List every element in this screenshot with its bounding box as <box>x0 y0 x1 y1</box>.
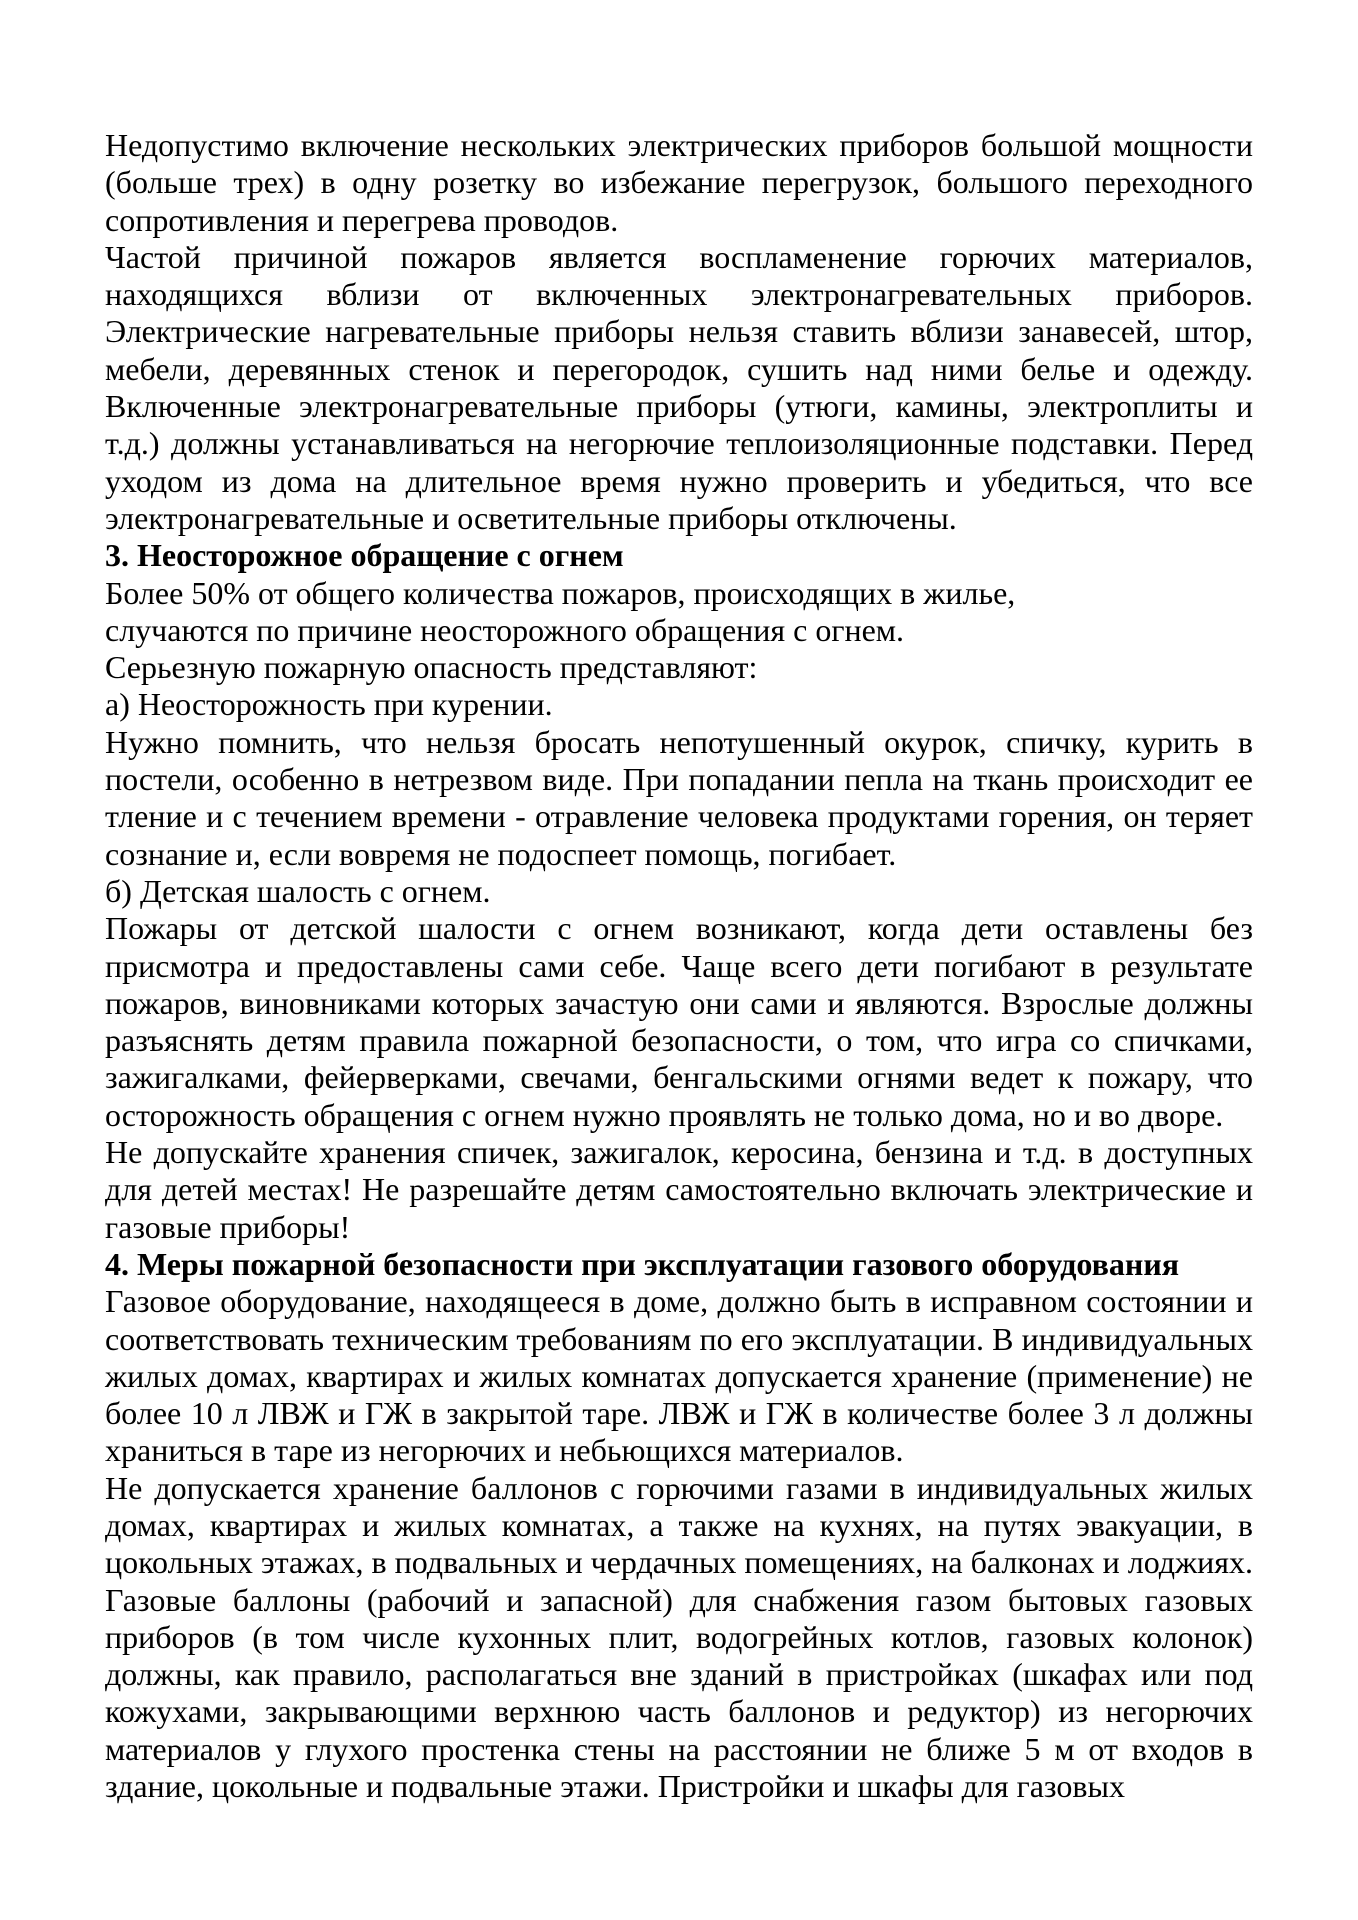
text-block <box>105 127 1253 1805</box>
paragraph-gas-cylinders: Не допускается хранение баллонов с горючими газами в индивидуальных жилых домах, квартирах и жилых комнатах, а также на кухнях, на путях эвакуации, в цокольных этажах, в подвальных и чердачных помещениях, на балконах и лоджиях. Газовые баллоны (рабочий и запасной) для снабжения газом бытовых газовых приборов (в том числе кухонных плит, водогрейных котлов, газовых колонок) должны, как правило, располагаться вне зданий в пристройках (шкафах или под кожухами, закрывающими верхнюю часть баллонов и редуктор) из негорючих материалов у глухого простенка стены на расстоянии не ближе 5 м от входов в здание, цокольные и подвальные этажи. Пристройки и шкафы для газовых <box>105 1469 1253 1805</box>
paragraph-smoking-danger: Нужно помнить, что нельзя бросать непотушенный окурок, спичку, курить в постели, особенно в нетрезвом виде. При попадании пепла на ткань происходит ее тление и с течением времени - отравление человека продуктами горения, он теряет сознание и, если вовремя не подоспеет помощь, погибает. <box>105 723 1253 872</box>
paragraph-children-fire: Пожары от детской шалости с огнем возникают, когда дети оставлены без присмотра и предоставлены сами себе. Чаще всего дети погибают в результате пожаров, виновниками которых зачастую они сами и являются. Взрослые должны разъяснять детям правила пожарной безопасности, о том, что игра со спичками, зажигалками, фейерверками, свечами, бенгальскими огнями ведет к пожару, что осторожность обращения с огнем нужно проявлять не только дома, но и во дворе. <box>105 910 1253 1133</box>
heading-gas-equipment-safety: 4. Меры пожарной безопасности при эксплуатации газового оборудования <box>105 1245 1180 1282</box>
line-fire-statistics-1: Более 50% от общего количества пожаров, происходящих в жилье, <box>105 574 1016 611</box>
paragraph-storage-warning: Не допускайте хранения спичек, зажигалок, керосина, бензина и т.д. в доступных для детей местах! Не разрешайте детям самостоятельно включать электрические и газовые приборы! <box>105 1134 1253 1245</box>
paragraph-socket-overload: Недопустимо включение нескольких электрических приборов большой мощности (больше трех) в одну розетку во избежание перегрузок, большого переходного сопротивления и перегрева проводов. <box>105 127 1253 238</box>
line-serious-danger-intro: Серьезную пожарную опасность представляют: <box>105 649 758 686</box>
paragraph-heating-devices: Частой причиной пожаров является воспламенение горючих материалов, находящихся вблизи от включенных электронагревательных приборов. Электрические нагревательные приборы нельзя ставить вблизи занавесей, штор, мебели, деревянных стенок и перегородок, сушить над ними белье и одежду. Включенные электронагревательные приборы (утюги, камины, электроплиты и т.д.) должны устанавливаться на негорючие теплоизоляционные подставки. Перед уходом из дома на длительное время нужно проверить и убедиться, что все электронагревательные и осветительные приборы отключены. <box>105 238 1253 536</box>
line-item-b-children: б) Детская шалость с огнем. <box>105 872 491 909</box>
line-fire-statistics-2: случаются по причине неосторожного обращения с огнем. <box>105 611 905 648</box>
heading-careless-fire-handling: 3. Неосторожное обращение с огнем <box>105 537 624 574</box>
paragraph-gas-equipment: Газовое оборудование, находящееся в доме, должно быть в исправном состоянии и соответствовать техническим требованиям по его эксплуатации. В индивидуальных жилых домах, квартирах и жилых комнатах допускается хранение (применение) не более 10 л ЛВЖ и ГЖ в закрытой таре. ЛВЖ и ГЖ в количестве более 3 л должны храниться в таре из негорючих и небьющихся материалов. <box>105 1283 1253 1469</box>
line-item-a-smoking: а) Неосторожность при курении. <box>105 686 553 723</box>
